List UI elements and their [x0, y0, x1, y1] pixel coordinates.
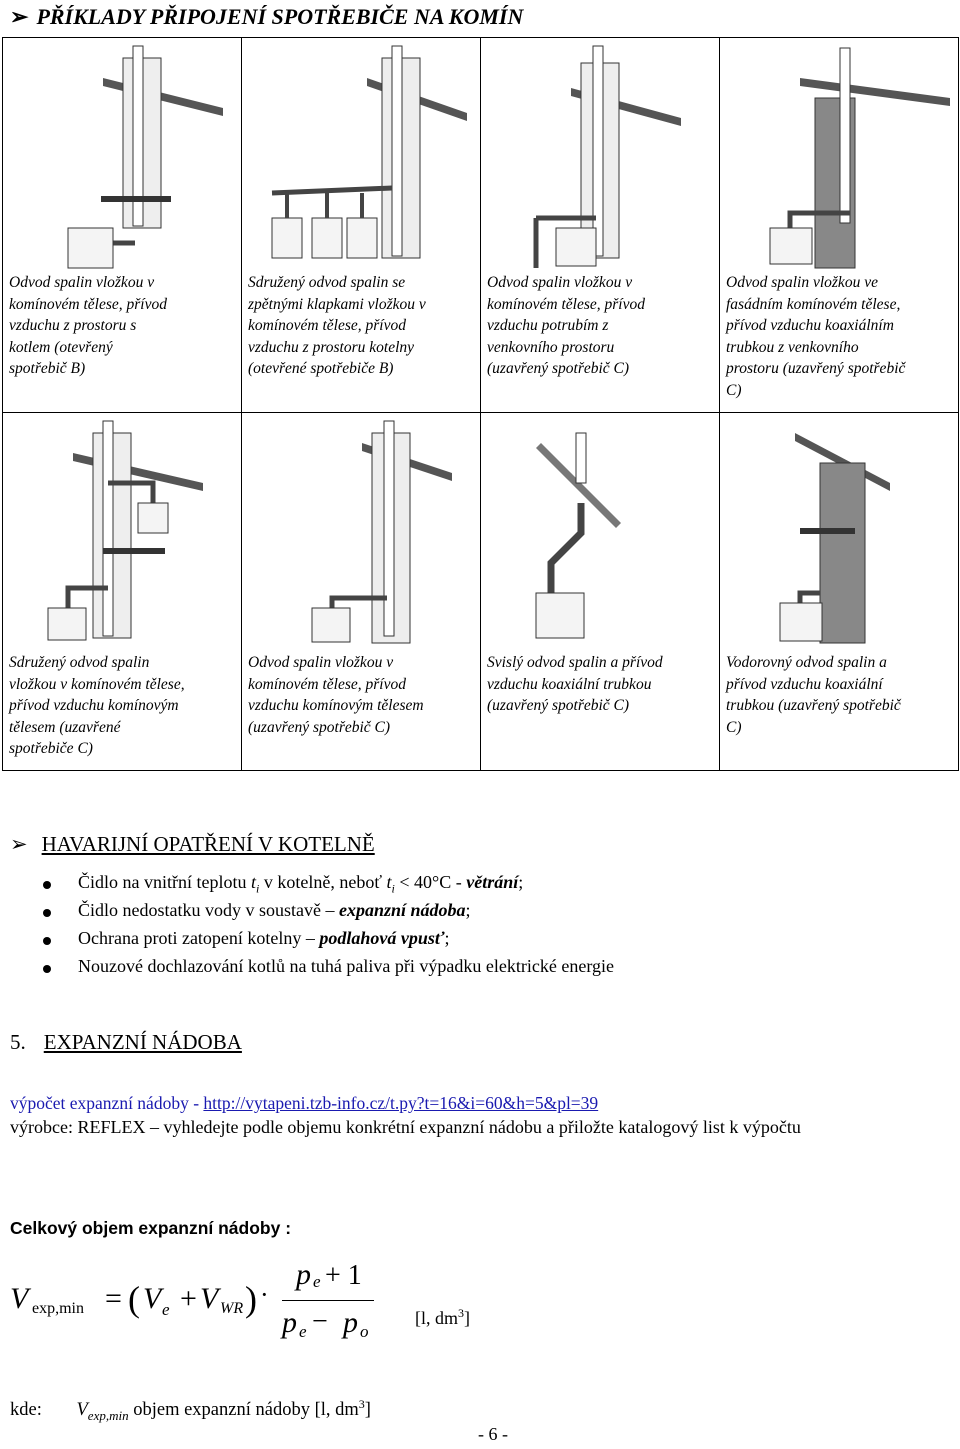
section-5-heading: 5. EXPANZNÍ NÁDOBA [10, 1030, 242, 1054]
calc-link[interactable]: http://vytapeni.tzb-info.cz/t.py?t=16&i=60&h=5&pl=39 [203, 1093, 599, 1113]
chimney-diagram-6 [242, 413, 480, 650]
example-caption: Odvod spalin vložkou ve fasádním komínovém tělese, přívod vzduchu koaxiálním trubkou z venkovního prostoru (uzavřený spotřebič C) [726, 274, 906, 399]
bullet-icon [43, 909, 51, 917]
bullet-icon [43, 965, 51, 973]
example-caption: Sdružený odvod spalin se zpětnými klapkami vložkou v komínovém tělese, přívod vzduchu z prostoru kotelny (otevřené spotřebiče B) [248, 274, 426, 377]
example-cell [3, 38, 242, 413]
arrow-bullet-icon: ➢ [10, 4, 29, 29]
section-heading [10, 4, 523, 30]
examples-table [2, 37, 959, 771]
vyrobce-text: výrobce: REFLEX – vyhledejte podle objemu konkrétní expanzní nádobu a přiložte katalogový list k výpočtu [10, 1117, 801, 1137]
volume-formula: V exp,min = ( V e + V WR ) · p e + 1 p e − p o [l, $dm^3$] [10, 1258, 470, 1341]
chimney-diagram-8 [720, 413, 958, 650]
example-caption: Vodorovný odvod spalin a přívod vzduchu koaxiální trubkou (uzavřený spotřebič C) [726, 654, 901, 736]
example-caption: Svislý odvod spalin a přívod vzduchu koaxiální trubkou (uzavřený spotřebič C) [487, 654, 663, 714]
kde-line: kde: $V_{exp,min}$ objem expanzní nádoby [l, $dm^3$] [10, 1397, 371, 1423]
example-cell [3, 413, 242, 771]
example-cell [481, 413, 720, 771]
arrow-bullet-icon: ➢ [10, 832, 28, 856]
chimney-diagram-7 [481, 413, 719, 650]
example-caption: Odvod spalin vložkou v komínovém tělese, přívod vzduchu z prostoru s kotlem (otevřený spotřebič B) [9, 274, 167, 377]
page-number: - 6 - [478, 1424, 508, 1444]
example-cell [242, 413, 481, 771]
fraction-bar [282, 1300, 374, 1301]
chimney-diagram-5 [3, 413, 241, 650]
objem-heading: Celkový objem expanzní nádoby : [10, 1218, 292, 1238]
example-cell [481, 38, 720, 413]
havarijni-heading: ➢ HAVARIJNÍ OPATŘENÍ V KOTELNĚ [10, 832, 375, 856]
chimney-diagram-2 [242, 38, 480, 270]
bullet-icon [43, 881, 51, 889]
example-caption: Odvod spalin vložkou v komínovém tělese, přívod vzduchu komínovým tělesem (uzavřený spotřebič C) [248, 654, 424, 736]
chimney-diagram-1 [3, 38, 241, 270]
example-cell [720, 413, 959, 771]
example-caption: Odvod spalin vložkou v komínovém tělese, přívod vzduchu potrubím z venkovního prostoru (uzavřený spotřebič C) [487, 274, 645, 377]
calc-link-line: výpočet expanzní nádoby - http://vytapeni.tzb-info.cz/t.py?t=16&i=60&h=5&pl=39 [10, 1093, 599, 1113]
chimney-diagram-4 [720, 38, 958, 270]
bullet-icon [43, 937, 51, 945]
example-cell [720, 38, 959, 413]
chimney-diagram-3 [481, 38, 719, 270]
example-cell [242, 38, 481, 413]
example-caption: Sdružený odvod spalin vložkou v komínovém tělese, přívod vzduchu komínovým tělesem (uzavřené spotřebiče C) [9, 654, 185, 757]
section-heading-text: PŘÍKLADY PŘIPOJENÍ SPOTŘEBIČE NA KOMÍN [36, 4, 524, 29]
